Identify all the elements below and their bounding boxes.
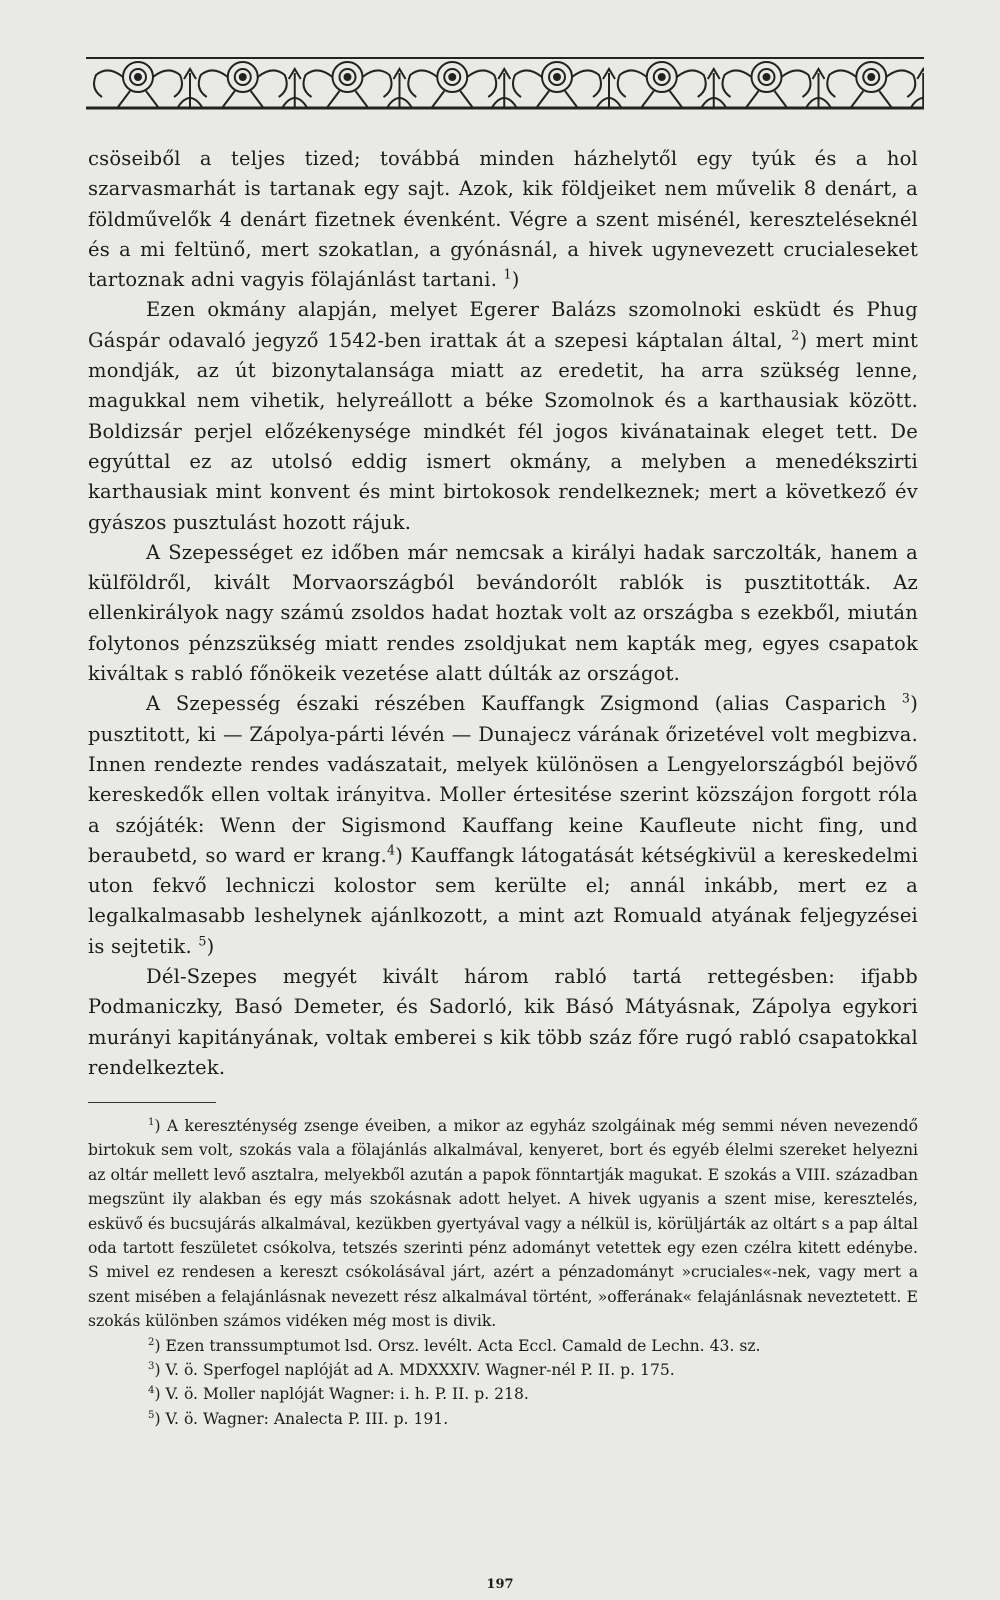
footnote-ref: 2 [791, 327, 800, 343]
footnote-paren: ) [154, 1409, 166, 1428]
footnote-paren: ) [154, 1117, 167, 1135]
main-text [88, 144, 918, 1083]
text-run: Dél-Szepes megyét kivált három rabló tartá rettegésben: ifjabb Podmaniczky, Basó Demeter, és Sadorló, kik Básó Mátyásnak, Zápolya egykori murányi kapitányának, voltak emberei s kik több száz főre rugó rabló csapatokkal rendelkeztek. [88, 965, 918, 1079]
footnote [88, 1114, 918, 1334]
footnote-ref: 4 [386, 842, 396, 858]
text-run: ) Kauffangk látogatását kétségkivül a kereskedelmi uton fekvő lechniczi kolostor sem kerülte el; annál inkább, mert ez a legalkalmasabb leshelynek ajánlkozott, a mint azt Romuald atyának feljegyzései is sejtetik. [88, 843, 919, 958]
text-run: A Szepesség északi részében Kauffangk Zsigmond (alias Casparich [146, 692, 902, 716]
footnote-paren: ) [154, 1361, 166, 1380]
body-paragraph [88, 144, 918, 295]
footnote-text: A kereszténység zsenge éveiben, a mikor az egyház szolgáinak még semmi néven nevezendő birtokuk sem volt, szokás vala a fölajánlás alkalmával, kenyeret, bort és egyéb élelmi szereket helyezni az oltár mellett levő asztalra, melyekből azután a papok fönntartják magukat. E szokás a VIII. században megszünt ily alakban és egy más szokásnak adott helyet. A hivek ugyanis a szent mise, keresztelés, esküvő és bucsujárás alkalmával, kezükben gyertyával vagy a nélkül is, körüljárták az oltárt s a pap által oda tartott feszületet csókolva, tetszés szerinti pénz adományt vetettek egy ezen czélra kitett edénybe. S mivel ez rendesen a kereszt csókolásával járt, azért a pénzadományt »cruciales«-nek, vagy mert a szent misében a felajánlásnak nevezett rész alkalmával történt, »offerának« felajánlásnak neveztetett. E szokás különben számos vidéken még most is divik. [88, 1117, 919, 1331]
body-paragraph [88, 295, 918, 537]
footnote-paren: ) [154, 1385, 166, 1404]
footnote-text: V. ö. Wagner: Analecta P. III. p. 191. [165, 1409, 449, 1428]
footnote-ref: 5 [198, 933, 207, 949]
text-run: Ezen okmány alapján, melyet Egerer Balázs szomolnoki esküdt és Phug Gáspár odavaló jegyző 1542-ben irattak át a szepesi káptalan által, [88, 298, 918, 352]
body-paragraph [88, 538, 918, 689]
footnote-paren: ) [154, 1336, 166, 1355]
footnote-number: 5 [148, 1409, 155, 1421]
body-paragraph [88, 689, 918, 962]
footnote-divider [88, 1102, 216, 1103]
footnote-text: Ezen transsumptumot lsd. Orsz. levélt. Acta Eccl. Camald de Lechn. 43. sz. [165, 1336, 761, 1355]
body-paragraph [88, 962, 918, 1083]
footnote-number: 3 [148, 1360, 155, 1372]
footnote-text: V. ö. Sperfogel naplóját ad A. MDXXXIV. Wagner-nél P. II. p. 175. [165, 1361, 675, 1380]
text-run: ) mert mint mondják, az út bizonytalansága miatt az eredetit, ha arra szükség lenne, magukkal nem vihetik, helyreállott a béke Szomolnok és a karthausiak között. Boldizsár perjel előzékenysége mindkét fél jogos kivánatainak eleget tett. De egyúttal ez az utolsó eddig ismert okmány, a melyben a menedékszirti karthausiak mint konvent és mint birtokosok rendelkeznek; mert a következő év gyászos pusztulást hozott rájuk. [88, 328, 918, 534]
footnote [88, 1407, 918, 1431]
text-run: ) pusztitott, ki — Zápolya-párti lévén — Dunajecz várának őrizetével volt megbizva. Innen rendezte rendes vadászatait, melyek különösen a Lengyelországból bejövő kereskedők ellen voltak irányitva. Moller értesitése szerint közszájon forgott róla a szójáték: Wenn der Sigismond Kauffang keine Kaufleute nicht fing, und beraubetd, so ward er krang. [88, 692, 918, 867]
footnote-number: 2 [148, 1336, 155, 1348]
page-number: 197 [486, 1577, 514, 1592]
text-run: ) [206, 934, 215, 958]
footnote [88, 1358, 918, 1382]
footnotes [88, 1114, 918, 1431]
footnote-ref: 3 [901, 690, 911, 706]
footnote-ref: 1 [503, 266, 512, 282]
footnote-number: 4 [148, 1385, 155, 1397]
text-run: ) [511, 268, 520, 292]
footnote-number: 1 [148, 1116, 155, 1128]
footnote-text: V. ö. Moller naplóját Wagner: i. h. P. II. p. 218. [165, 1385, 529, 1404]
footnote [88, 1382, 918, 1406]
floral-border-icon [86, 55, 924, 113]
text-run: csöseiből a teljes tized; továbbá minden házhelytől egy tyúk és a hol szarvasmarhát is tartanak egy sajt. Azok, kik földjeiket nem művelik 8 denárt, a földművelők 4 denárt fizetnek évenként. Végre a szent misénél, kereszteléseknél és a mi feltünő, mert szokatlan, a gyónásnál, a hivek ugynevezett crucialeseket tartoznak adni vagyis fölajánlást tartani. [88, 147, 918, 292]
footnote [88, 1334, 918, 1358]
text-run: A Szepességet ez időben már nemcsak a királyi hadak sarczolták, hanem a külföldről, kivált Morvaországból bevándorólt rablók is pusztitották. Az ellenkirályok nagy számú zsoldos hadat hoztak volt az országba s ezekből, miután folytonos pénzszükség miatt rendes zsoldjukat nem kapták meg, egyes csapatok kiváltak s rabló főnökeik vezetése alatt dúlták az országot. [88, 540, 918, 686]
